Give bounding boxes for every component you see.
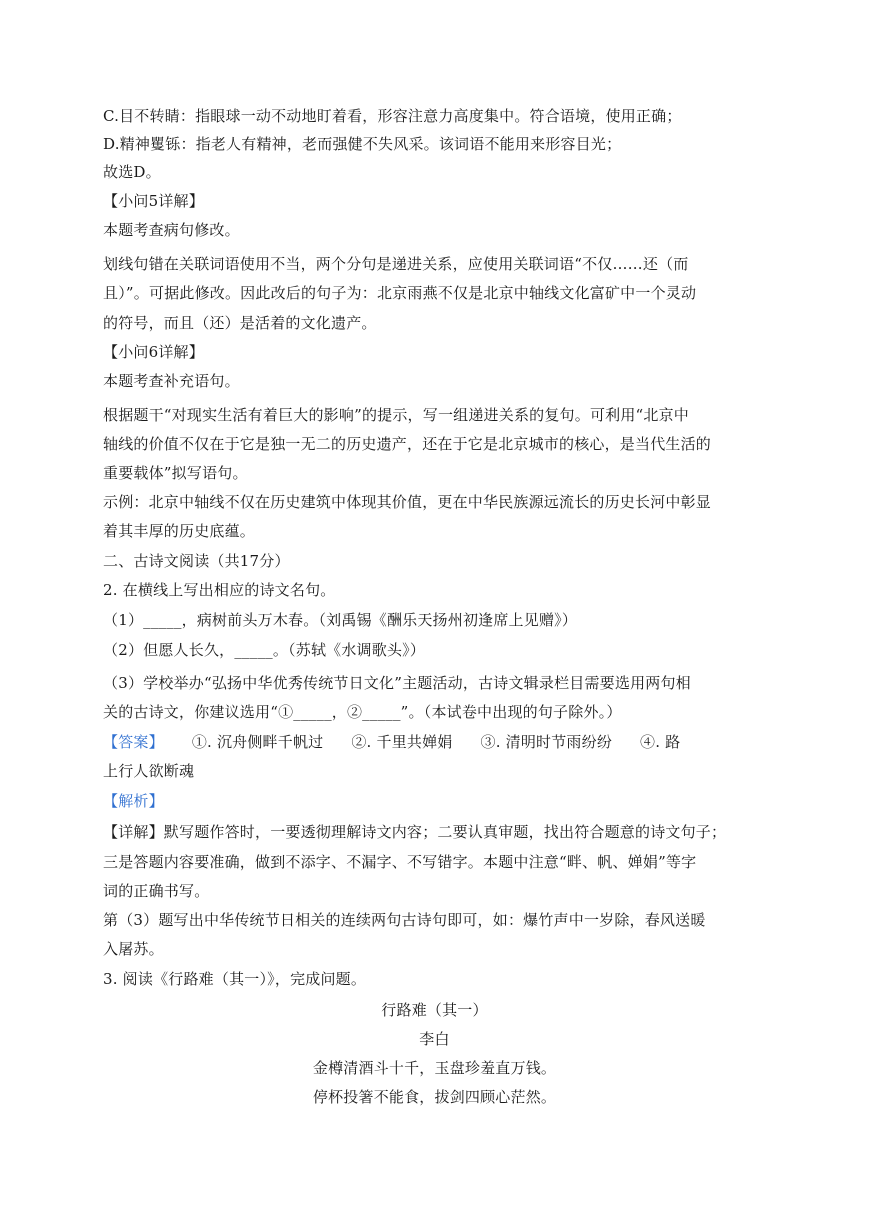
text-line: 三是答题内容要准确，做到不添字、不漏字、不写错字。本题中注意“畔、帆、婵娟”等字 xyxy=(103,853,697,871)
answer-item: ③. 清明时节雨纷纷 xyxy=(480,733,613,751)
text-line: 【详解】默写题作答时，一要透彻理解诗文内容；二要认真审题，找出符合题意的诗文句子； xyxy=(103,823,727,841)
text-line: 着其丰厚的历史底蕴。 xyxy=(103,522,256,540)
answer-line xyxy=(103,732,680,752)
text-line: 故选D。 xyxy=(103,163,161,181)
text-line: 入屠苏。 xyxy=(103,940,164,958)
answer-label: 【答案】 xyxy=(103,733,164,751)
text-line: 划线句错在关联词语使用不当，两个分句是递进关系，应使用关联词语“不仅……还（而 xyxy=(103,255,689,273)
question-item: （3）学校举办“弘扬中华优秀传统节日文化”主题活动，古诗文辑录栏目需要选用两句相 xyxy=(103,674,691,692)
poem-title: 行路难（其一） xyxy=(381,1001,488,1019)
question-stem: 3. 阅读《行路难（其一）》，完成问题。 xyxy=(103,970,367,988)
text-line: 词的正确书写。 xyxy=(103,882,210,900)
question-item: （1）_____，病树前头万木春。（刘禹锡《酬乐天扬州初逢席上见赠》） xyxy=(103,611,578,629)
poem-line: 停杯投箸不能食，拔剑四顾心茫然。 xyxy=(312,1088,557,1106)
question-item: 关的古诗文，你建议选用“①_____，②_____”。（本试卷中出现的句子除外。） xyxy=(103,703,622,721)
answer-item: ②. 千里共婵娟 xyxy=(351,733,453,751)
answer-continuation: 上行人欲断魂 xyxy=(103,762,195,780)
text-line: 重要载体”拟写语句。 xyxy=(103,464,248,482)
text-line: 且）”。可据此修改。因此改后的句子为：北京雨燕不仅是北京中轴线文化富矿中一个灵动 xyxy=(103,284,697,302)
text-line: 示例：北京中轴线不仅在历史建筑中体现其价值，更在中华民族源远流长的历史长河中彰显 xyxy=(103,493,712,511)
text-line: D.精神矍铄：指老人有精神，老而强健不失风采。该词语不能用来形容目光； xyxy=(103,135,622,153)
text-line: 的符号，而且（还）是活着的文化遗产。 xyxy=(103,314,377,332)
question-item: （2）但愿人长久，_____。（苏轼《水调歌头》） xyxy=(103,641,426,659)
analysis-label: 【解析】 xyxy=(103,792,164,810)
text-line: 第（3）题写出中华传统节日相关的连续两句古诗句即可，如：爆竹声中一岁除，春风送暖 xyxy=(103,911,706,929)
answer-item: ④. 路 xyxy=(640,733,681,751)
text-line: 本题考查补充语句。 xyxy=(103,372,240,390)
poem-author: 李白 xyxy=(419,1030,450,1048)
text-line: 轴线的价值不仅在于它是独一无二的历史遗产，还在于它是北京城市的核心，是当代生活的 xyxy=(103,435,712,453)
section-heading: 【小问5详解】 xyxy=(103,192,204,210)
answer-item: ①. 沉舟侧畔千帆过 xyxy=(191,733,324,751)
text-line: 本题考查病句修改。 xyxy=(103,221,240,239)
poem-line: 金樽清酒斗十千，玉盘珍羞直万钱。 xyxy=(312,1059,557,1077)
section-title: 二、古诗文阅读（共17分） xyxy=(103,552,290,570)
question-stem: 2. 在横线上写出相应的诗文名句。 xyxy=(103,581,336,599)
section-heading: 【小问6详解】 xyxy=(103,343,204,361)
text-line: 根据题干“对现实生活有着巨大的影响”的提示，写一组递进关系的复句。可利用“北京中 xyxy=(103,406,690,424)
text-line: C.目不转睛：指眼球一动不动地盯着看，形容注意力高度集中。符合语境，使用正确； xyxy=(103,107,682,125)
